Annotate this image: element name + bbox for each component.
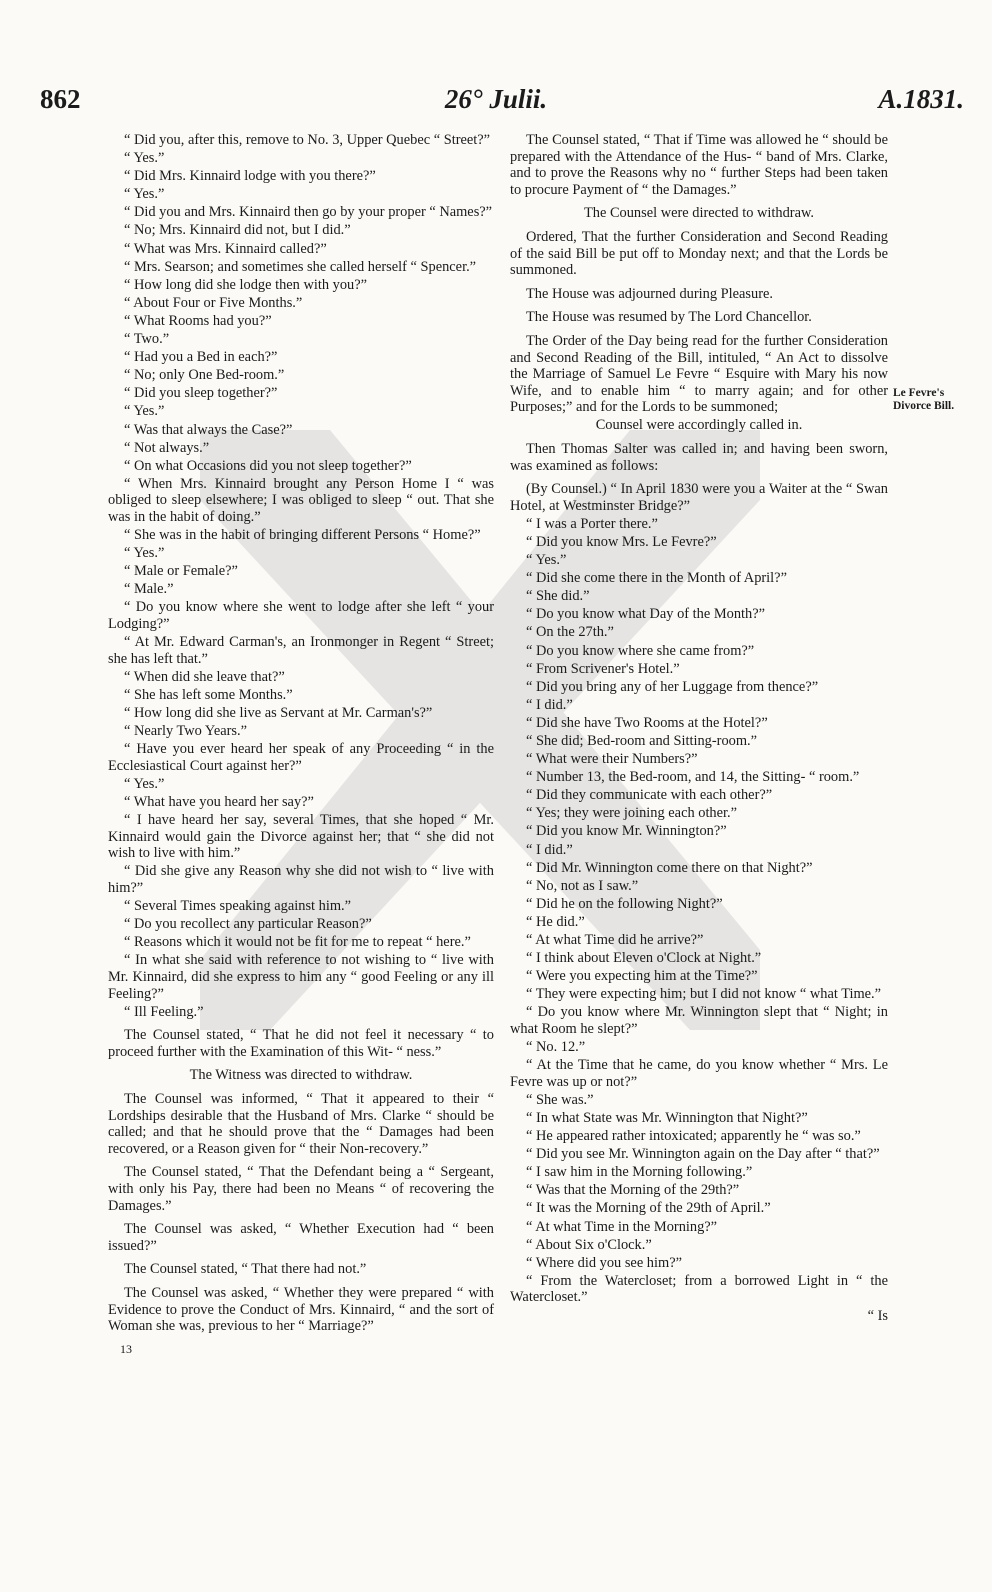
right-para-39: “ She was.” — [526, 1091, 594, 1108]
right-para-43: “ I saw him in the Morning following.” — [526, 1164, 753, 1181]
left-para-32: “ What have you heard her say?” — [124, 793, 314, 810]
right-para-7: Then Thomas Salter was called in; and having been sworn, was examined as follows: — [510, 441, 888, 474]
right-para-13: “ She did.” — [526, 588, 590, 605]
left-para-38: “ In what she said with reference to not wishing to “ live with Mr. Kinnaird, did she express to him any “ good Feeling or any ill Feeling?” — [108, 952, 494, 1002]
right-para-10: “ Did you know Mrs. Le Fevre?” — [526, 533, 717, 550]
left-column — [108, 132, 494, 1357]
right-para-16: “ Do you know where she came from?” — [526, 642, 755, 659]
right-para-4: The House was resumed by The Lord Chancellor. — [526, 309, 812, 326]
left-para-25: “ At Mr. Edward Carman's, an Ironmonger in Regent “ Street; she has left that.” — [108, 634, 494, 667]
right-para-6: Counsel were accordingly called in. — [595, 417, 803, 434]
left-para-35: “ Several Times speaking against him.” — [124, 898, 352, 915]
left-para-2: “ Did Mrs. Kinnaird lodge with you there?” — [124, 168, 376, 185]
right-para-20: “ Did she have Two Rooms at the Hotel?” — [526, 714, 768, 731]
right-para-0: The Counsel stated, “ That if Time was allowed he “ should be prepared with the Attendance of the Hus- “ band of Mrs. Clarke, and to prove the Reasons why no “ further Steps had been taken to procure Payment of “ the Damages.” — [510, 132, 888, 198]
left-para-29: “ Nearly Two Years.” — [124, 723, 248, 740]
right-para-49: “ From the Watercloset; from a borrowed Light in “ the Watercloset.” — [510, 1272, 888, 1306]
page-year: A.1831. — [878, 84, 964, 114]
right-para-28: “ Did Mr. Winnington come there on that Night?” — [526, 859, 813, 876]
left-para-28: “ How long did she live as Servant at Mr. Carman's?” — [124, 705, 433, 721]
right-para-30: “ Did he on the following Night?” — [526, 895, 723, 912]
left-para-5: “ No; Mrs. Kinnaird did not, but I did.” — [124, 222, 351, 239]
left-para-6: “ What was Mrs. Kinnaird called?” — [124, 240, 327, 257]
left-para-7: “ Mrs. Searson; and sometimes she called herself “ Spencer.” — [124, 258, 477, 275]
left-para-9: “ About Four or Five Months.” — [124, 294, 303, 311]
left-para-8: “ How long did she lodge then with you?” — [124, 276, 367, 293]
left-para-44: The Counsel was asked, “ Whether Execution had “ been issued?” — [108, 1221, 494, 1254]
left-para-40: The Counsel stated, “ That he did not feel it necessary “ to proceed further with the Examination of this Wit- “ ness.” — [108, 1027, 494, 1060]
left-para-14: “ Did you sleep together?” — [124, 385, 278, 402]
right-para-47: “ About Six o'Clock.” — [526, 1236, 652, 1253]
page-number: 862 — [40, 84, 81, 114]
left-para-39: “ Ill Feeling.” — [124, 1003, 204, 1020]
right-para-22: “ What were their Numbers?” — [526, 751, 698, 768]
left-para-21: “ Yes.” — [124, 545, 165, 562]
right-para-23: “ Number 13, the Bed-room, and 14, the Sitting- “ room.” — [526, 769, 860, 786]
margin-note: Le Fevre's Divorce Bill. — [893, 387, 955, 412]
left-para-18: “ On what Occasions did you not sleep together?” — [124, 457, 412, 474]
right-para-21: “ She did; Bed-room and Sitting-room.” — [526, 733, 758, 749]
right-para-9: “ I was a Porter there.” — [526, 515, 658, 532]
right-para-32: “ At what Time did he arrive?” — [526, 932, 704, 949]
right-para-3: The House was adjourned during Pleasure. — [526, 285, 773, 302]
page-date: 26° Julii. — [444, 84, 548, 114]
right-para-40: “ In what State was Mr. Winnington that Night?” — [526, 1109, 808, 1126]
right-para-2: Ordered, That the further Consideration and Second Reading of the said Bill be put off to Monday next; and that the Lords be summoned. — [510, 228, 888, 279]
right-para-12: “ Did she come there in the Month of April?” — [526, 570, 787, 587]
left-para-22: “ Male or Female?” — [124, 563, 238, 580]
right-para-29: “ No, not as I saw.” — [526, 877, 639, 894]
right-para-5: The Order of the Day being read for the further Consideration and Second Reading of the Bill, intituled, “ An Act to dissolve the Marriage of Samuel Le Fevre “ Esquire with Mary his now Wife, and to enable him “ to marry again; and for other Purposes;” and for the Lords to be summoned; — [510, 332, 888, 416]
left-para-0: “ Did you, after this, remove to No. 3, Upper Quebec “ Street?” — [124, 132, 491, 148]
right-para-8: (By Counsel.) “ In April 1830 were you a Waiter at the “ Swan Hotel, at Westminster Bridge?” — [510, 481, 888, 514]
right-para-38: “ At the Time that he came, do you know whether “ Mrs. Le Fevre was up or not?” — [510, 1057, 888, 1090]
left-para-11: “ Two.” — [124, 331, 170, 348]
right-para-26: “ Did you know Mr. Winnington?” — [526, 823, 727, 840]
left-para-17: “ Not always.” — [124, 439, 210, 456]
page-header — [0, 84, 992, 124]
left-para-16: “ Was that always the Case?” — [124, 421, 293, 438]
left-para-30: “ Have you ever heard her speak of any Proceeding “ in the Ecclesiastical Court against her?” — [108, 741, 494, 774]
left-para-3: “ Yes.” — [124, 186, 165, 203]
left-para-34: “ Did she give any Reason why she did not wish to “ live with him?” — [108, 863, 494, 896]
right-para-24: “ Did they communicate with each other?” — [526, 787, 773, 804]
left-para-24: “ Do you know where she went to lodge after she left “ your Lodging?” — [108, 599, 494, 633]
right-para-11: “ Yes.” — [526, 552, 567, 569]
right-para-36: “ Do you know where Mr. Winnington slept that “ Night; in what Room he slept?” — [510, 1004, 888, 1037]
right-para-46: “ At what Time in the Morning?” — [526, 1218, 718, 1235]
right-para-37: “ No. 12.” — [526, 1039, 586, 1056]
right-para-42: “ Did you see Mr. Winnington again on the Day after “ that?” — [526, 1146, 880, 1163]
left-para-31: “ Yes.” — [124, 775, 165, 792]
left-para-23: “ Male.” — [124, 581, 174, 598]
left-para-45: The Counsel stated, “ That there had not.” — [124, 1261, 367, 1278]
right-column — [510, 132, 888, 1326]
right-para-35: “ They were expecting him; but I did not know “ what Time.” — [526, 986, 882, 1003]
right-para-45: “ It was the Morning of the 29th of April.” — [526, 1200, 771, 1217]
right-para-14: “ Do you know what Day of the Month?” — [526, 606, 765, 623]
left-para-1: “ Yes.” — [124, 150, 165, 167]
right-para-33: “ I think about Eleven o'Clock at Night.” — [526, 950, 762, 967]
right-para-25: “ Yes; they were joining each other.” — [526, 805, 738, 822]
left-para-26: “ When did she leave that?” — [124, 668, 285, 685]
right-para-1: The Counsel were directed to withdraw. — [583, 205, 815, 222]
right-para-31: “ He did.” — [526, 913, 585, 930]
left-para-46: The Counsel was asked, “ Whether they were prepared “ with Evidence to prove the Conduct of Mrs. Kinnaird, “ and the sort of Woman she was, previous to her “ Marriage?” — [108, 1284, 494, 1335]
right-para-48: “ Where did you see him?” — [526, 1254, 682, 1271]
right-para-34: “ Were you expecting him at the Time?” — [526, 968, 758, 985]
left-para-12: “ Had you a Bed in each?” — [124, 349, 278, 366]
left-para-20: “ She was in the habit of bringing different Persons “ Home?” — [124, 527, 481, 544]
left-para-27: “ She has left some Months.” — [124, 686, 293, 703]
right-para-41: “ He appeared rather intoxicated; apparently he “ was so.” — [526, 1128, 861, 1145]
right-para-44: “ Was that the Morning of the 29th?” — [526, 1182, 740, 1199]
signature-mark: 13 — [120, 1341, 132, 1356]
right-para-50: “ Is — [867, 1307, 888, 1324]
left-para-19: “ When Mrs. Kinnaird brought any Person Home I “ was obliged to sleep elsewhere; I was obliged to sleep “ out. That she was in the habit of doing.” — [108, 475, 494, 525]
left-para-15: “ Yes.” — [124, 403, 165, 420]
left-para-13: “ No; only One Bed-room.” — [124, 367, 285, 384]
right-para-19: “ I did.” — [526, 696, 573, 713]
left-para-37: “ Reasons which it would not be fit for me to repeat “ here.” — [124, 934, 471, 951]
left-para-42: The Counsel was informed, “ That it appeared to their “ Lordships desirable that the Husband of Mrs. Clarke “ should be called; and that he should prove that the “ Damages had been recovered, or a Reason given for “ their Non-recovery.” — [108, 1090, 494, 1157]
right-para-17: “ From Scrivener's Hotel.” — [526, 660, 680, 677]
right-para-15: “ On the 27th.” — [526, 624, 614, 641]
left-para-36: “ Do you recollect any particular Reason?” — [124, 916, 372, 933]
left-para-10: “ What Rooms had you?” — [124, 312, 272, 329]
left-para-41: The Witness was directed to withdraw. — [189, 1067, 413, 1084]
right-para-27: “ I did.” — [526, 841, 573, 858]
left-para-43: The Counsel stated, “ That the Defendant being a “ Sergeant, with only his Pay, there had been no Means “ of recovering the Damages.” — [108, 1164, 494, 1214]
left-para-4: “ Did you and Mrs. Kinnaird then go by your proper “ Names?” — [124, 204, 493, 221]
right-para-18: “ Did you bring any of her Luggage from thence?” — [526, 678, 819, 695]
left-para-33: “ I have heard her say, several Times, that she hoped “ Mr. Kinnaird would gain the Divorce against her; that “ she did not wish to live with him.” — [108, 812, 494, 862]
